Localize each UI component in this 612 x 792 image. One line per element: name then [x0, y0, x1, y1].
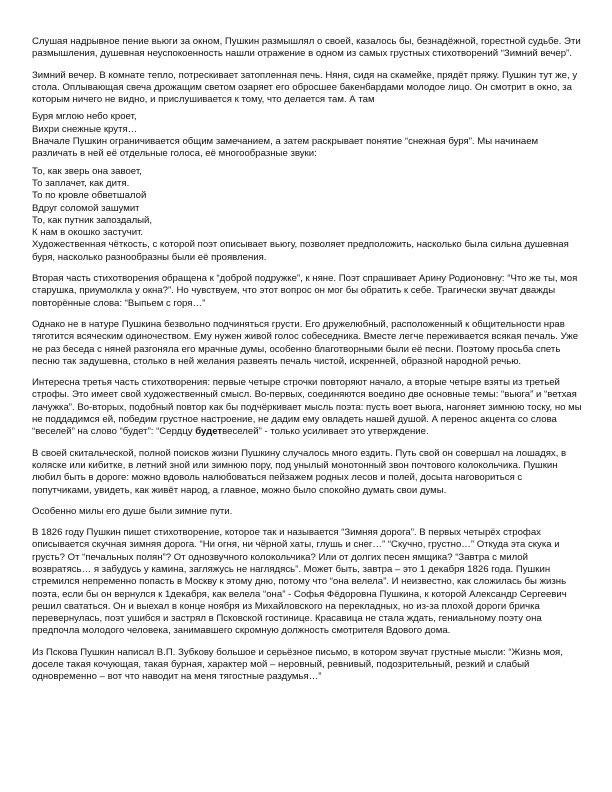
document-page [32, 36, 584, 693]
paragraph-5: Вторая часть стихотворения обращена к “доброй подружке”, к няне. Поэт спрашивает Арину Родионовну: “Что же ты, моя старушка, приумолкла у окна?”. Но чувствуем, что этот вопрос он мог бы обратить к себе. Трагически звучат дважды повторённые слова: “Выпьем с горя…” [32, 273, 578, 309]
paragraph-1: Слушая надрывное пение вьюги за окном, Пушкин размышлял о своей, казалось бы, безнадёжной, горестной судьбе. Эти размышления, душевная неуспокоенность нашли отражение в одном из самых грустных стихотворений “Зимний вечер”. [32, 36, 581, 60]
paragraph-6: Однако не в натуре Пушкина безвольно подчиняться грусти. Его дружелюбный, расположенный к общительности нрав тяготится всяческим одиночеством. Ему нужен живой голос собеседника. Вместе легче переживается всякая печаль. Уже не раз беседа с няней разгоняла его мрачные думы, особенно благотворными были её песни. Поэтому просьба спеть песню так задушевна, столько в ней желания развеять печаль чистой, искренней, образной народной речью. [32, 318, 579, 367]
paragraph-10: В 1826 году Пушкин пишет стихотворение, которое так и называется “Зимняя дорога”. В первых четырёх строфах описывается скучная зимняя дорога. “Ни огня, ни чёрной хаты, глушь и снег…” “Скучно, грустно…” Откуда эта скука и грусть? От “печальных полян”? От однозвучного колокольчика? Или от долгих песен ямщика? “Завтра с милой возвратясь… я забудусь у камина, загляжусь не наглядясь”. Может быть, завтра – это 1 декабря 1826 года. Пушкин стремился непременно попасть в Москву к этому дню, потому что “она велела”. И неизвестно, как сложилась бы жизнь поэта, если бы он вернулся к 1декабря, как велела “она” - Софья Фёдоровна Пушкина, к которой Александр Сергеевич решил свататься. Он и выехал в конце ноября из Михайловского на перекладных, но из-за плохой дороги бричка перевернулась, поэт ушибся и застрял в Псковской гостинице. Красавица не стала ждать, гениальному поэту она предпочла молодого человека, занимавшего скромную должность смотрителя Вдового дома. [32, 527, 567, 637]
verse-line: К нам в окошко застучит. [32, 227, 144, 239]
paragraph-3: Вначале Пушкин ограничивается общим замечанием, а затем раскрывает понятие “снежная буря”. Мы начинаем различать в ней её отдельные голоса, её многообразные звуки: [32, 136, 539, 160]
verse-line: То, как путник запоздалый, [32, 214, 153, 226]
verse-line: Буря мглою небо кроет, [32, 111, 137, 123]
verse-line: Вихри снежные крутя… [32, 123, 138, 135]
paragraph-2: Зимний вечер. В комнате тепло, потрескивает затопленная печь. Няня, сидя на скамейке, прядёт пряжу. Пушкин тут же, у стола. Оплывающая свеча дрожащим светом озаряет его обросшее бакенбардами молодое лицо. Он смотрит в окно, за которым ничего не видно, и прислушивается к тому, что делается там. А там [32, 69, 578, 106]
paragraph-7 [32, 377, 584, 438]
paragraph-8: В своей скитальческой, полной поисков жизни Пушкину случалось много ездить. Путь свой он совершал на лошадях, в коляске или кибитке, в летний зной или зимнюю пору, под унылый монотонный звон почтового колокольчика. Пушкин любил быть в дороге: можно вдоволь налюбоваться пейзажем родных лесов и полей, досыта наговориться с попутчиками, увидеть, как живёт народ, а главное, можно было спокойно думать свои думы. [32, 447, 567, 496]
verse-1 [32, 111, 584, 136]
paragraph-9: Особенно милы его душе были зимние пути. [32, 505, 233, 517]
paragraph-11: Из Пскова Пушкин написал В.П. Зубкову большое и серьёзное письмо, в котором звучат грустные мысли: “Жизнь моя, доселе такая кочующая, такая бурная, характер мой – неровный, ревнивый, подозрительный, резкий и слабый одновременно – вот что наводит на меня тягостные раздумья…” [32, 646, 563, 683]
verse-line: Вдруг соломой зашумит [32, 202, 140, 214]
paragraph-7-text-end: веселей” - только усиливает это утверждение. [222, 426, 429, 438]
paragraph-4: Художественная чёткость, с которой поэт описывает вьюгу, позволяет предположить, насколько была сильна душевная буря, насколько разнообразны были её проявления. [32, 239, 569, 263]
verse-2 [32, 166, 584, 240]
paragraph-7-bold: будет [195, 426, 223, 438]
paragraph-7-text: Интересна третья часть стихотворения: первые четыре строчки повторяют начало, а вторые четыре взяты из третьей строфы. Это имеет свой художественный смысл. Во-первых, соединяются воедино две основные темы: “вьюга” и “ветхая лачужка”. Во-вторых, подобный повтор как бы подчёркивает мысль поэта: пусть воет вьюга, нагоняет зимнюю тоску, но мы не поддадимся ей, победим грустное настроение, не дадим ему овладеть нашей душой. А перенос акцента со слова “веселей” на слово “будет”: “Сердцу [32, 377, 582, 438]
verse-line: То, как зверь она завоет, [32, 165, 142, 177]
verse-line: То заплачет, как дитя. [32, 177, 130, 189]
verse-line: То по кровле обветшалой [32, 190, 147, 202]
